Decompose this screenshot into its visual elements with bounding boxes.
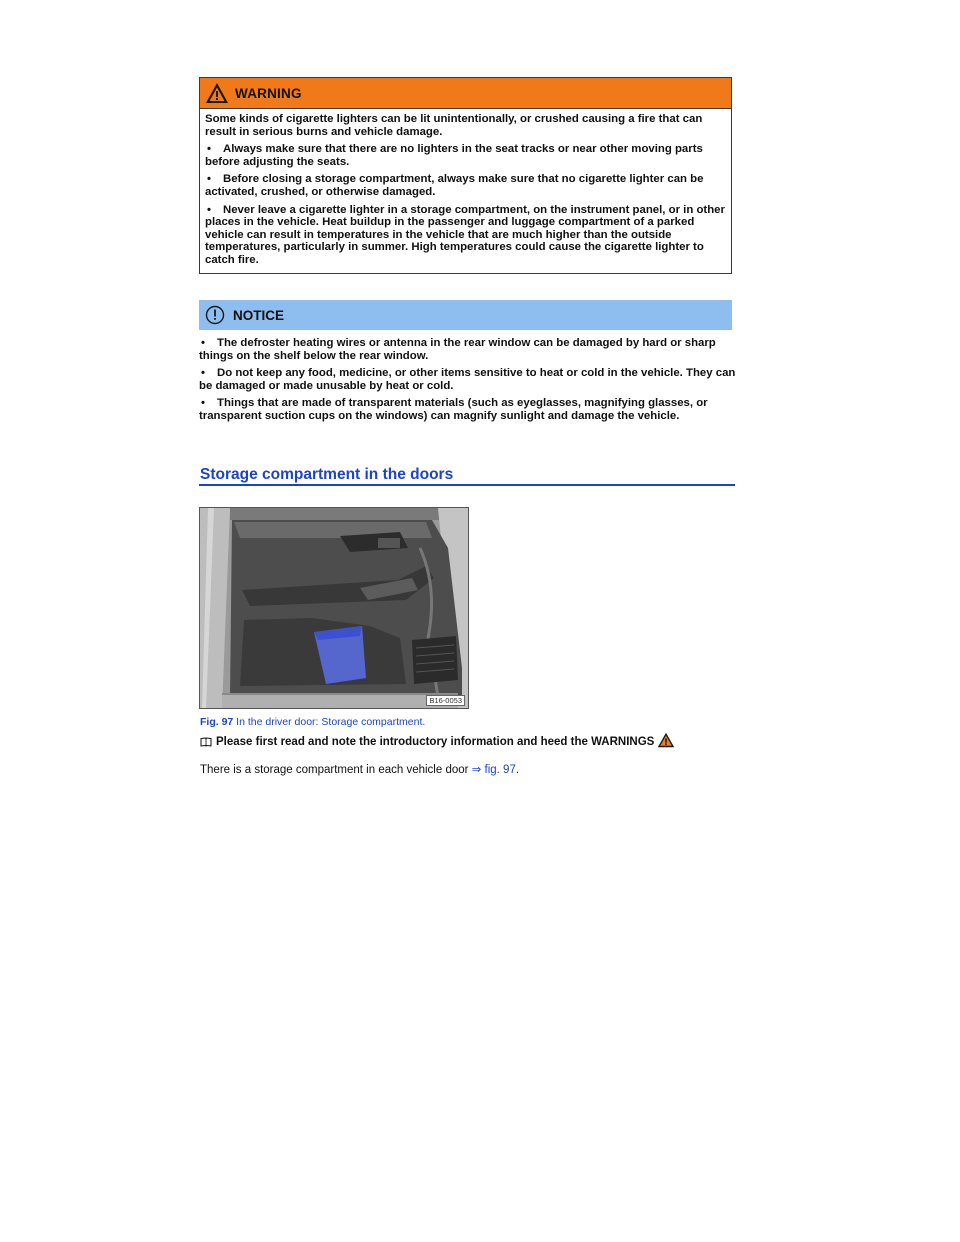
notice-exclamation-icon <box>205 305 225 325</box>
figure-link-arrow: ⇒ <box>471 764 482 776</box>
warning-intro: Some kinds of cigarette lighters can be lit unintentionally, or crushed causing a fire that can result in serious burns and vehicle damage. <box>205 113 703 138</box>
notice-bullet: • The defroster heating wires or antenna in the rear window can be damaged by hard or sharp things on the shelf below the rear window. <box>199 337 716 362</box>
bullet-dot-icon: • <box>207 143 211 156</box>
bullet-dot-icon: • <box>207 203 211 216</box>
figure-link[interactable]: fig. 97 <box>484 764 516 776</box>
bullet-dot-icon: • <box>201 337 205 349</box>
small-warning-triangle-icon[interactable] <box>657 732 675 748</box>
notice-title: NOTICE <box>233 307 285 323</box>
door-storage-figure <box>199 507 469 709</box>
notice-bullet: • Do not keep any food, medicine, or other items sensitive to heat or cold in the vehicle. They can be damaged or made unusable by heat or cold. <box>199 367 736 392</box>
warning-bullet: • Before closing a storage compartment, always make sure that no cigarette lighter can be activated, crushed, or otherwise damaged. <box>205 173 704 198</box>
warning-triangle-icon <box>205 82 229 104</box>
section-heading: Storage compartment in the doors <box>200 466 454 483</box>
notice-header <box>199 300 732 330</box>
warning-header <box>200 78 731 109</box>
warning-box <box>199 77 732 274</box>
intro-note <box>200 736 675 748</box>
notice-bullet: • Things that are made of transparent materials (such as eyeglasses, magnifying glasses, or transparent suction cups on the windows) can magnify sunlight and damage the vehicle. <box>199 397 708 422</box>
bullet-dot-icon: • <box>207 173 211 186</box>
notice-body <box>199 337 739 428</box>
section-divider <box>199 484 735 486</box>
bullet-dot-icon: • <box>201 367 205 380</box>
intro-note-text: Please first read and note the introductory information and heed the WARNINGS <box>216 736 655 748</box>
figure-number[interactable]: Fig. 97 <box>200 716 234 728</box>
bullet-dot-icon: • <box>201 397 205 410</box>
figure-caption: Fig. 97 In the driver door: Storage compartment. <box>200 716 426 728</box>
figure-code: B16-0053 <box>426 695 465 706</box>
warning-bullet: • Always make sure that there are no lighters in the seat tracks or near other moving parts before adjusting the seats. <box>205 143 703 168</box>
book-icon <box>200 737 212 747</box>
door-illustration <box>200 508 469 709</box>
warning-body <box>200 109 731 267</box>
warning-bullet: • Never leave a cigarette lighter in a storage compartment, on the instrument panel, or in other places in the vehicle. Heat buildup in the passenger and luggage compartment of a parked vehicle can result in temperatures in the vehicle that are much higher than the outside temperatures, particularly in summer. High temperatures could cause the cigarette lighter to catch fire. <box>205 203 725 266</box>
warning-title: WARNING <box>235 85 302 101</box>
body-paragraph: There is a storage compartment in each vehicle door ⇒ fig. 97. <box>200 764 520 776</box>
